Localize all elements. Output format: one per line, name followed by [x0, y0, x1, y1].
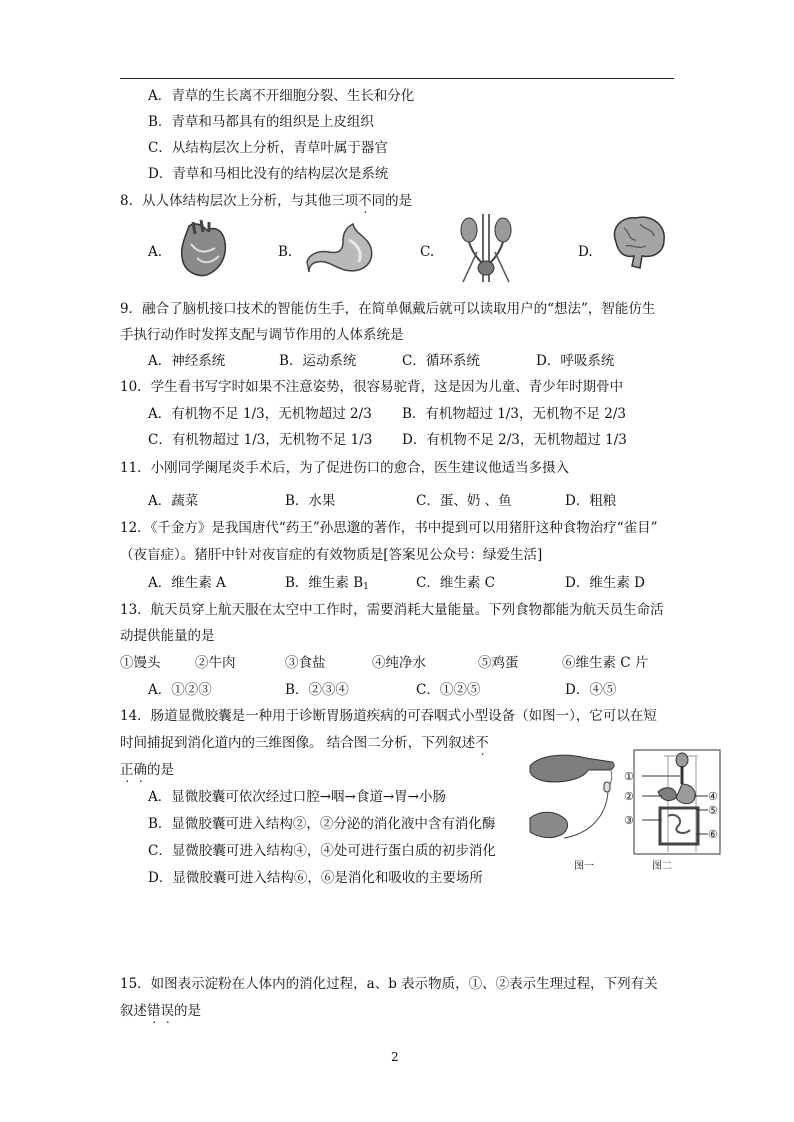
stomach-icon: [305, 220, 383, 276]
q14-marker-1: ①: [624, 770, 634, 783]
q7-option-d: D．青草和马相比没有的结构层次是系统: [148, 166, 389, 182]
q12-option-d: D．维生素 D: [565, 575, 645, 591]
q10-option-b: B．有机物超过 1/3，无机物不足 2/3: [402, 406, 626, 422]
q12-option-c: C．维生素 C: [416, 575, 495, 591]
q14-stem-line2: 时间捕捉到消化道内的三维图像。 结合图二分析，下列叙述不: [120, 735, 489, 751]
q13-option-c: C．①②⑤: [416, 682, 481, 698]
q8-label-c: C.: [420, 244, 435, 260]
q12-option-b: B．维生素 $B_1$: [285, 575, 369, 592]
q7-option-a: A．青草的生长离不开细胞分裂、生长和分化: [148, 88, 415, 104]
brain-icon: [606, 212, 670, 274]
q11-option-c: C．蛋、奶 、鱼: [416, 493, 512, 509]
q8-label-b: B.: [278, 244, 293, 260]
q14-option-d: D．显微胶囊可进入结构⑥，⑥是消化和吸收的主要场所: [148, 870, 483, 886]
q13-food-4: ④纯净水: [372, 655, 426, 671]
q11-option-d: D．粗粮: [565, 493, 617, 509]
q10-stem: 10．学生看书写字时如果不注意姿势，很容易驼背，这是因为儿童、青少年时期骨中: [120, 379, 624, 395]
q13-option-d: D．④⑤: [565, 682, 617, 698]
q9-stem-line1: 9．融合了脑机接口技术的智能仿生手，在简单佩戴后就可以读取用户的“想法”，智能仿生: [120, 301, 656, 317]
q9-option-a: A．神经系统: [148, 353, 226, 369]
q13-option-b: B．②③④: [285, 682, 349, 698]
q13-food-1: ①馒头: [120, 655, 161, 671]
q12-option-a: A．维生素 A: [148, 575, 226, 591]
q14-figure1-label: 图一: [574, 861, 594, 872]
q10-option-a: A．有机物不足 1/3，无机物超过 2/3: [148, 406, 372, 422]
page-number: 2: [391, 1050, 399, 1064]
q14-option-b: B．显微胶囊可进入结构②，②分泌的消化液中含有消化酶: [148, 816, 496, 832]
q13-food-2: ②牛肉: [195, 655, 236, 671]
q11-option-b: B．水果: [285, 493, 336, 509]
q9-option-c: C．循环系统: [402, 353, 480, 369]
q14-stem-line3: 正确的是: [120, 762, 174, 778]
q14-stem-line1: 14．肠道显微胶囊是一种用于诊断胃肠道疾病的可吞咽式小型设备（如图一），它可以在短: [120, 708, 657, 724]
q14-option-c: C．显微胶囊可进入结构④，④处可进行蛋白质的初步消化: [148, 843, 496, 859]
q9-option-d: D．呼吸系统: [536, 353, 615, 369]
q14-figure2-label: 图二: [652, 861, 672, 872]
q14-marker-4: ④: [708, 790, 718, 803]
q12-stem-line1: 12．《千金方》是我国唐代“药王”孙思邈的著作，书中提到可以用猪肝这种食物治疗“雀目”: [120, 520, 658, 536]
heart-icon: [175, 218, 233, 280]
q9-option-b: B．运动系统: [279, 353, 357, 369]
q11-stem: 11．小刚同学阑尾炎手术后，为了促进伤口的愈合，医生建议他适当多摄入: [120, 460, 570, 476]
q12-stem-line2: （夜盲症）。猪肝中针对夜盲症的有效物质是[答案见公众号：绿爱生活]: [120, 547, 543, 563]
q8-label-a: A.: [148, 244, 163, 260]
q14-marker-6: ⑥: [708, 828, 718, 841]
q10-option-c: C．有机物超过 1/3，无机物不足 1/3: [148, 432, 373, 448]
q14-marker-5: ⑤: [708, 804, 718, 817]
q7-option-c: C．从结构层次上分析，青草叶属于器官: [148, 140, 388, 156]
q13-food-5: ⑤鸡蛋: [478, 655, 519, 671]
q11-option-a: A．蔬菜: [148, 493, 199, 509]
q9-stem-line2: 手执行动作时发挥支配与调节作用的人体系统是: [120, 327, 404, 343]
q13-option-a: A．①②③: [148, 682, 212, 698]
urinary-system-icon: [455, 212, 517, 284]
q13-food-3: ③食盐: [285, 655, 326, 671]
q15-stem-line2: 叙述错误的是: [120, 1003, 201, 1019]
q7-option-b: B．青草和马都具有的组织是上皮组织: [148, 114, 374, 130]
q14-marker-2: ②: [624, 790, 634, 803]
q13-stem-line2: 动提供能量的是: [120, 628, 215, 644]
q8-stem: 8．从人体结构层次上分析，与其他三项不同的是: [120, 193, 413, 209]
q14-option-a: A．显微胶囊可依次经过口腔→咽→食道→胃→小肠: [148, 789, 446, 805]
header-rule: [120, 78, 674, 79]
q13-stem-line1: 13．航天员穿上航天服在太空中工作时，需要消耗大量能量。下列食物都能为航天员生命活: [120, 602, 664, 618]
capsule-hand-figure: [530, 755, 614, 838]
q15-stem-line1: 15．如图表示淀粉在人体内的消化过程，a、b 表示物质，①、②表示生理过程，下列有关: [120, 976, 658, 992]
q14-marker-3: ③: [624, 814, 634, 827]
q8-label-d: D.: [578, 244, 593, 260]
q13-food-6: ⑥维生素 C 片: [562, 655, 649, 671]
q10-option-d: D．有机物不足 2/3，无机物超过 1/3: [402, 432, 627, 448]
